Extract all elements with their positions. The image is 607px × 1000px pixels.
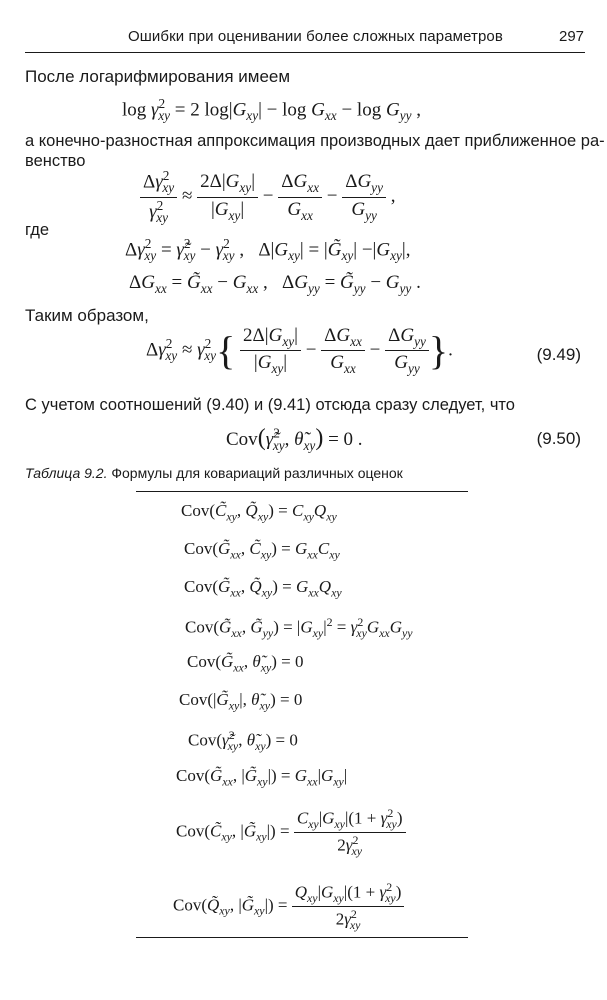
- table-row: $Cov(C̃_{xy}$, $Q̃_{xy}) = C_{xy}Q_{xy}$: [181, 501, 337, 524]
- table-row: $Cov(Q̃_{xy}$, $|G̃_{xy}|$) = $\frac{Q_{xy}|G_{xy}|(1 + \gamma^2_{xy})}{2\gamma^2_{xy}}$: [173, 880, 404, 933]
- table-row: $Cov(G̃_{xx}$, $|G̃_{xy}|) = G_{xx}|G_{xy}|$: [176, 766, 348, 789]
- equation-def1: $\Delta\gamma^2_{xy}$ = γ̃$^2_{xy}$ − $\gamma^2_{xy}$ , $\Delta|G_{xy}|$ = $|G̃_{xy}| -|G_{xy}|$,: [125, 236, 411, 264]
- paragraph-approx-cont: венство: [25, 152, 86, 170]
- eq-number-9-49: (9.49): [536, 345, 581, 364]
- equation-9-50: Cov(γ̃$^2_{xy}$, $\thetã_{xy}) = 0$ .: [226, 425, 363, 453]
- word-where: где: [25, 221, 50, 239]
- table-bottom-rule: [136, 937, 468, 938]
- paragraph-thus: Таким образом,: [25, 306, 149, 325]
- equation-log: $\log \gamma^2_{xy} = 2$ $\log|G_{xy}| - \log G_{xx} - \log G_{yy}$ ,: [122, 96, 422, 124]
- eq-number-9-50: (9.50): [536, 429, 581, 448]
- table-top-rule: [136, 491, 468, 492]
- header-rule: [25, 52, 585, 53]
- table-row: $Cov(|G̃_{xy}|$, $\thetã_{xy}) = 0$: [179, 690, 303, 713]
- table-row: $Cov(G̃_{xx}$, $G̃_{yy}) = |G_{xy}|^2 = \gamma^2_{xy}G_{xx}G_{yy}$: [185, 615, 413, 641]
- table-caption-text: Формулы для ковариаций различных оценок: [111, 465, 403, 481]
- table-row: $Cov(G̃_{xx}$, $Q̃_{xy}) = G_{xx}Q_{xy}$: [184, 577, 342, 600]
- equation-def2: $\Delta G_{xx}$ = $G̃_{xx} - G_{xx}$ , $\Delta G_{yy}$ = $G̃_{yy} - G_{yy}$ .: [129, 272, 421, 296]
- paragraph-log: После логарифмирования имеем: [25, 67, 291, 86]
- table-caption-label: Таблица 9.2.: [25, 465, 108, 481]
- table-row: $Cov(C̃_{xy}$, $|G̃_{xy}|$) = $\frac{C_{xy}|G_{xy}|(1 + \gamma^2_{xy})}{2\gamma^2_{xy}}$: [176, 806, 406, 859]
- table-row: Cov(γ̃$^2_{xy}$, $\thetã_{xy}) = 0$: [188, 728, 298, 754]
- running-title: Ошибки при оценивании более сложных параметров: [128, 28, 503, 45]
- table-caption: [25, 465, 403, 481]
- table-row: $Cov(G̃_{xx}$, $C̃_{xy}) = G_{xx}C_{xy}$: [184, 539, 340, 562]
- paragraph-relations: С учетом соотношений (9.40) и (9.41) отсюда сразу следует, что: [25, 396, 515, 414]
- page-number: 297: [559, 28, 585, 45]
- equation-approx: $\frac{\Delta\gamma^2_{xy}}{\gamma^2_{xy}}$ ≈ $\frac{2\Delta|G_{xy}|}{|G_{xy}|}$ − $\frac{\Delta G_{xx}}{G_{xx}}$ − $\frac{\Delta G_{yy}}{G_{yy}}$ ,: [140, 168, 395, 226]
- table-row: $Cov(G̃_{xx}$, $\thetã_{xy}) = 0$: [187, 652, 304, 675]
- paragraph-approx: а конечно-разностная аппроксимация производных дает приближенное ра-: [25, 132, 605, 150]
- equation-9-49: $\Delta\gamma^2_{xy} \approx \gamma^2_{xy}${ $\frac{2\Delta|G_{xy}|}{|G_{xy}|}$ − $\frac{\Delta G_{xx}}{G_{xx}}$ − $\frac{\Delta G_{yy}}{G_{yy}}$ }.: [146, 325, 453, 377]
